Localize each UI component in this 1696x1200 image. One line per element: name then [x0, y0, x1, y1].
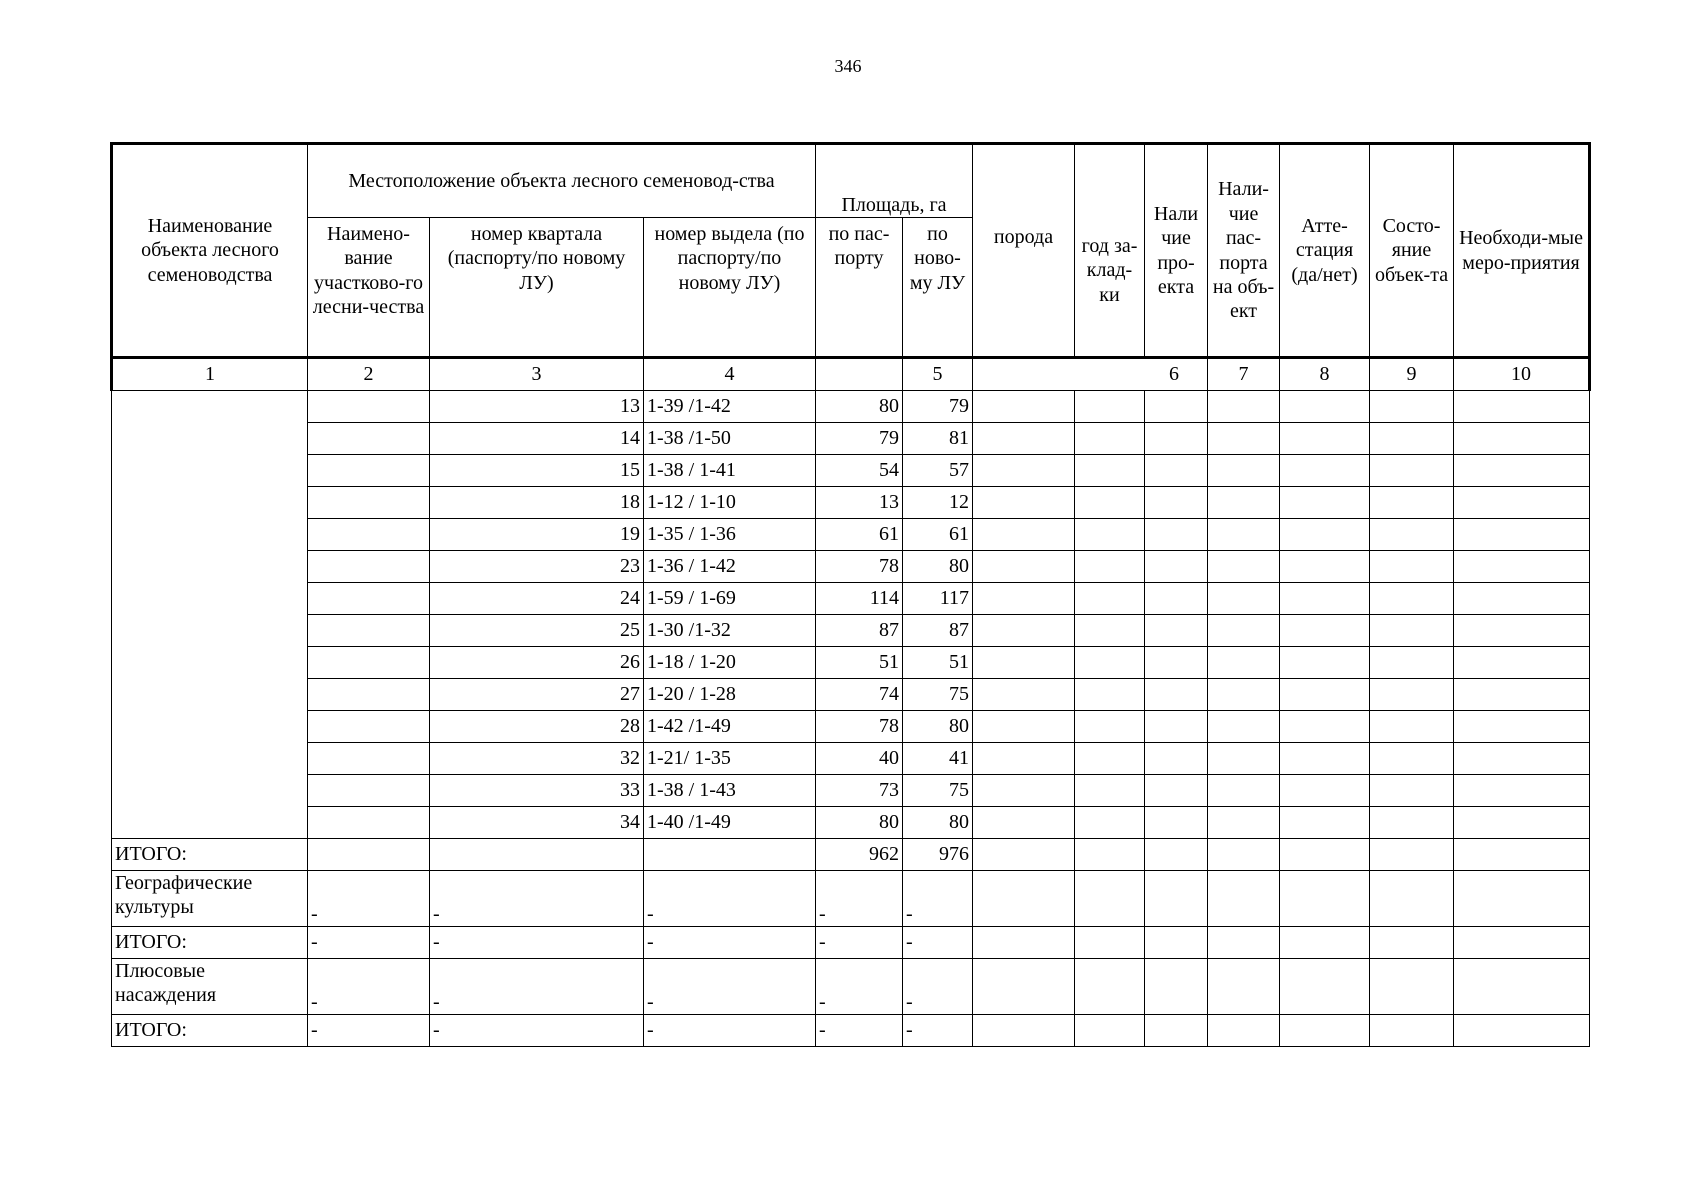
area-new-cell: 75	[903, 775, 973, 807]
header-area-group: Площадь, га	[816, 144, 973, 218]
col-num: 8	[1280, 358, 1370, 391]
kvartal-cell: 26	[430, 647, 644, 679]
vydel-cell: 1-38 / 1-41	[644, 455, 816, 487]
dash-cell: -	[903, 871, 973, 927]
table-row	[112, 775, 1590, 807]
col-num: 5	[903, 358, 973, 391]
vydel-cell: 1-35 / 1-36	[644, 519, 816, 551]
area-passport-cell: 61	[816, 519, 903, 551]
area-new-cell: 81	[903, 423, 973, 455]
area-passport-cell: 79	[816, 423, 903, 455]
vydel-cell: 1-18 / 1-20	[644, 647, 816, 679]
col-num: 4	[644, 358, 816, 391]
area-new-cell: 80	[903, 807, 973, 839]
header-year: год за-клад-ки	[1075, 144, 1145, 358]
dash-cell: -	[816, 959, 903, 1015]
vydel-cell: 1-20 / 1-28	[644, 679, 816, 711]
header-passport: Нали-чие пас-порта на объ-ект	[1208, 144, 1280, 358]
area-passport-cell: 54	[816, 455, 903, 487]
col-num: 3	[430, 358, 644, 391]
vydel-cell: 1-38 /1-50	[644, 423, 816, 455]
col-num: 1	[112, 358, 308, 391]
kvartal-cell: 13	[430, 391, 644, 423]
area-passport-cell: 80	[816, 391, 903, 423]
total-row	[112, 927, 1590, 959]
header-location-group: Местоположение объекта лесного семеновод-ства	[308, 144, 816, 218]
table-row	[112, 455, 1590, 487]
area-passport-cell: 80	[816, 807, 903, 839]
total-label: ИТОГО:	[112, 839, 308, 871]
kvartal-cell: 14	[430, 423, 644, 455]
table-row	[112, 711, 1590, 743]
vydel-cell: 1-38 / 1-43	[644, 775, 816, 807]
header-kvartal: номер квартала (паспорту/по новому ЛУ)	[430, 218, 644, 358]
area-passport-cell: 78	[816, 711, 903, 743]
col-num	[816, 358, 903, 391]
dash-cell: -	[644, 927, 816, 959]
total-row	[112, 1015, 1590, 1047]
col-num: 7	[1208, 358, 1280, 391]
kvartal-cell: 33	[430, 775, 644, 807]
plus-plantings-label: Плюсовые насаждения	[112, 959, 308, 1015]
area-passport-cell: 74	[816, 679, 903, 711]
table-row	[112, 679, 1590, 711]
dash-cell: -	[430, 927, 644, 959]
header-state: Состо-яние объек-та	[1370, 144, 1454, 358]
dash-cell: -	[816, 927, 903, 959]
table-row	[112, 743, 1590, 775]
header-attestation: Атте-стация (да/нет)	[1280, 144, 1370, 358]
area-new-cell: 57	[903, 455, 973, 487]
kvartal-cell: 23	[430, 551, 644, 583]
dash-cell: -	[308, 927, 430, 959]
seed-objects-table	[110, 142, 1591, 1047]
table-row	[112, 615, 1590, 647]
header-project: Нали чие про-екта	[1145, 144, 1208, 358]
header-area-passport: по пас-порту	[816, 218, 903, 358]
col-num: 9	[1370, 358, 1454, 391]
object-name-cell	[112, 391, 308, 839]
area-new-cell: 80	[903, 711, 973, 743]
kvartal-cell: 27	[430, 679, 644, 711]
kvartal-cell: 24	[430, 583, 644, 615]
total-label: ИТОГО:	[112, 927, 308, 959]
table-row	[112, 423, 1590, 455]
vydel-cell: 1-12 / 1-10	[644, 487, 816, 519]
area-new-cell: 117	[903, 583, 973, 615]
vydel-cell: 1-30 /1-32	[644, 615, 816, 647]
dash-cell: -	[644, 871, 816, 927]
area-passport-cell: 114	[816, 583, 903, 615]
geo-cultures-label: Географические культуры	[112, 871, 308, 927]
total-area-passport: 962	[816, 839, 903, 871]
total-row	[112, 839, 1590, 871]
area-passport-cell: 40	[816, 743, 903, 775]
area-new-cell: 12	[903, 487, 973, 519]
column-numbers-row	[112, 358, 1590, 391]
area-new-cell: 51	[903, 647, 973, 679]
total-label: ИТОГО:	[112, 1015, 308, 1047]
vydel-cell: 1-42 /1-49	[644, 711, 816, 743]
kvartal-cell: 15	[430, 455, 644, 487]
kvartal-cell: 18	[430, 487, 644, 519]
vydel-cell: 1-36 / 1-42	[644, 551, 816, 583]
kvartal-cell: 25	[430, 615, 644, 647]
dash-cell: -	[644, 959, 816, 1015]
area-new-cell: 61	[903, 519, 973, 551]
col-num: 6	[973, 358, 1208, 391]
vydel-cell: 1-40 /1-49	[644, 807, 816, 839]
header-vydel: номер выдела (по паспорту/по новому ЛУ)	[644, 218, 816, 358]
table-row	[112, 583, 1590, 615]
plus-plantings-row	[112, 959, 1590, 1015]
area-new-cell: 79	[903, 391, 973, 423]
dash-cell: -	[308, 959, 430, 1015]
kvartal-cell: 34	[430, 807, 644, 839]
area-passport-cell: 13	[816, 487, 903, 519]
table-row	[112, 487, 1590, 519]
header-measures: Необходи-мые меро-приятия	[1454, 144, 1590, 358]
page-number: 346	[834, 56, 862, 76]
vydel-cell: 1-21/ 1-35	[644, 743, 816, 775]
header-area-new: по ново-му ЛУ	[903, 218, 973, 358]
dash-cell: -	[430, 1015, 644, 1047]
table-row	[112, 551, 1590, 583]
dash-cell: -	[816, 1015, 903, 1047]
table-row	[112, 391, 1590, 423]
dash-cell: -	[308, 1015, 430, 1047]
col-num: 2	[308, 358, 430, 391]
area-new-cell: 80	[903, 551, 973, 583]
header-forestry: Наимено-вание участково-го лесни-чества	[308, 218, 430, 358]
table-row	[112, 807, 1590, 839]
geo-cultures-row	[112, 871, 1590, 927]
area-new-cell: 75	[903, 679, 973, 711]
col-num: 10	[1454, 358, 1590, 391]
dash-cell: -	[308, 871, 430, 927]
area-new-cell: 41	[903, 743, 973, 775]
dash-cell: -	[816, 871, 903, 927]
dash-cell: -	[903, 927, 973, 959]
vydel-cell: 1-59 / 1-69	[644, 583, 816, 615]
area-passport-cell: 73	[816, 775, 903, 807]
dash-cell: -	[430, 871, 644, 927]
area-new-cell: 87	[903, 615, 973, 647]
dash-cell: -	[644, 1015, 816, 1047]
dash-cell: -	[903, 1015, 973, 1047]
area-passport-cell: 51	[816, 647, 903, 679]
dash-cell: -	[430, 959, 644, 1015]
table-row	[112, 647, 1590, 679]
area-passport-cell: 87	[816, 615, 903, 647]
kvartal-cell: 28	[430, 711, 644, 743]
header-object-name: Наименование объекта лесного семеноводства	[112, 144, 308, 358]
table-row	[112, 519, 1590, 551]
dash-cell: -	[903, 959, 973, 1015]
header-breed: порода	[973, 144, 1075, 358]
vydel-cell: 1-39 /1-42	[644, 391, 816, 423]
kvartal-cell: 19	[430, 519, 644, 551]
total-area-new: 976	[903, 839, 973, 871]
kvartal-cell: 32	[430, 743, 644, 775]
area-passport-cell: 78	[816, 551, 903, 583]
